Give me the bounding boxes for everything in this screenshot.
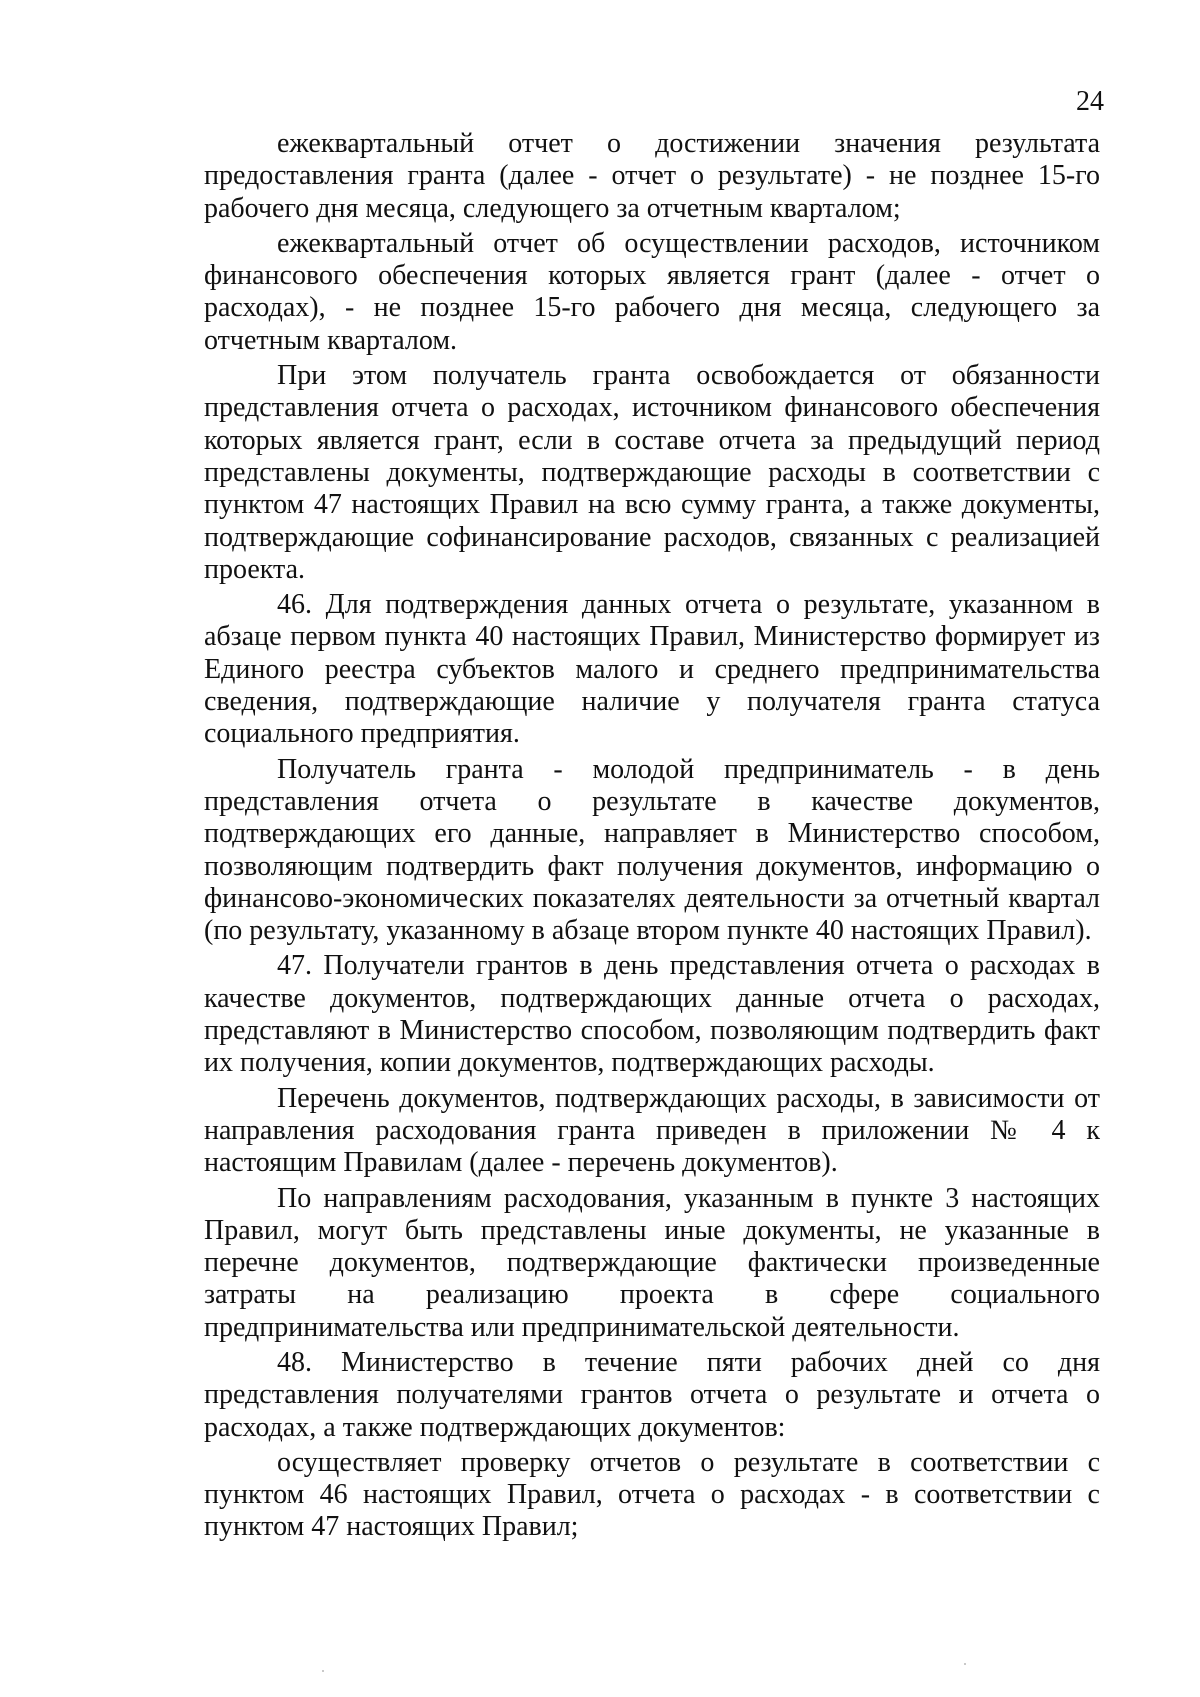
scan-artifact (964, 1663, 966, 1665)
paragraph-young-entrepreneur: Получатель гранта - молодой предприниматель - в день представления отчета о результате в качестве документов, подтверждающих его данные, направляет в Министерство способом, позволяющим подтвердить факт получения документов, информацию о финансово-экономических показателях деятельности за отчетный квартал (по результату, указанному в абзаце втором пункте 40 настоящих Правил). (204, 753, 1100, 947)
paragraph-expense-report-exemption: При этом получатель гранта освобождается от обязанности представления отчета о расходах, источником финансового обеспечения которых является грант, если в составе отчета за предыдущий период представлены документы, подтверждающие расходы в соответствии с пунктом 47 настоящих Правил на всю сумму гранта, а также документы, подтверждающие софинансирование расходов, связанных с реализацией проекта. (204, 360, 1100, 585)
scan-artifact (322, 1670, 324, 1672)
paragraph-document-list: Перечень документов, подтверждающих расходы, в зависимости от направления расходования гранта приведен в приложении № 4 к настоящим Правилам (далее - перечень документов). (204, 1082, 1100, 1179)
paragraph-quarterly-expense-report: ежеквартальный отчет об осуществлении расходов, источником финансового обеспечения которых является грант (далее - отчет о расходах), - не позднее 15-го рабочего дня месяца, следующего за отчетным кварталом. (204, 227, 1100, 356)
paragraph-report-verification: осуществляет проверку отчетов о результате в соответствии с пунктом 46 настоящих Правил, отчета о расходах - в соответствии с пунктом 47 настоящих Правил; (204, 1446, 1100, 1543)
document-body (204, 128, 1100, 1547)
paragraph-quarterly-result-report: ежеквартальный отчет о достижении значения результата предоставления гранта (далее - отчет о результате) - не позднее 15-го рабочего дня месяца, следующего за отчетным кварталом; (204, 128, 1100, 224)
paragraph-other-documents: По направлениям расходования, указанным в пункте 3 настоящих Правил, могут быть представлены иные документы, не указанные в перечне документов, подтверждающие фактически произведенные затраты на реализацию проекта в сфере социального предпринимательства или предпринимательской деятельности. (204, 1182, 1100, 1343)
paragraph-clause-47: 47. Получатели грантов в день представления отчета о расходах в качестве документов, подтверждающих данные отчета о расходах, представляют в Министерство способом, позволяющим подтвердить факт их получения, копии документов, подтверждающих расходы. (204, 950, 1100, 1079)
paragraph-clause-46: 46. Для подтверждения данных отчета о результате, указанном в абзаце первом пункта 40 настоящих Правил, Министерство формирует из Единого реестра субъектов малого и среднего предпринимательства сведения, подтверждающие наличие у получателя гранта статуса социального предприятия. (204, 589, 1100, 750)
page-number: 24 (1076, 86, 1104, 117)
paragraph-clause-48: 48. Министерство в течение пяти рабочих дней со дня представления получателями грантов отчета о результате и отчета о расходах, а также подтверждающих документов: (204, 1346, 1100, 1443)
